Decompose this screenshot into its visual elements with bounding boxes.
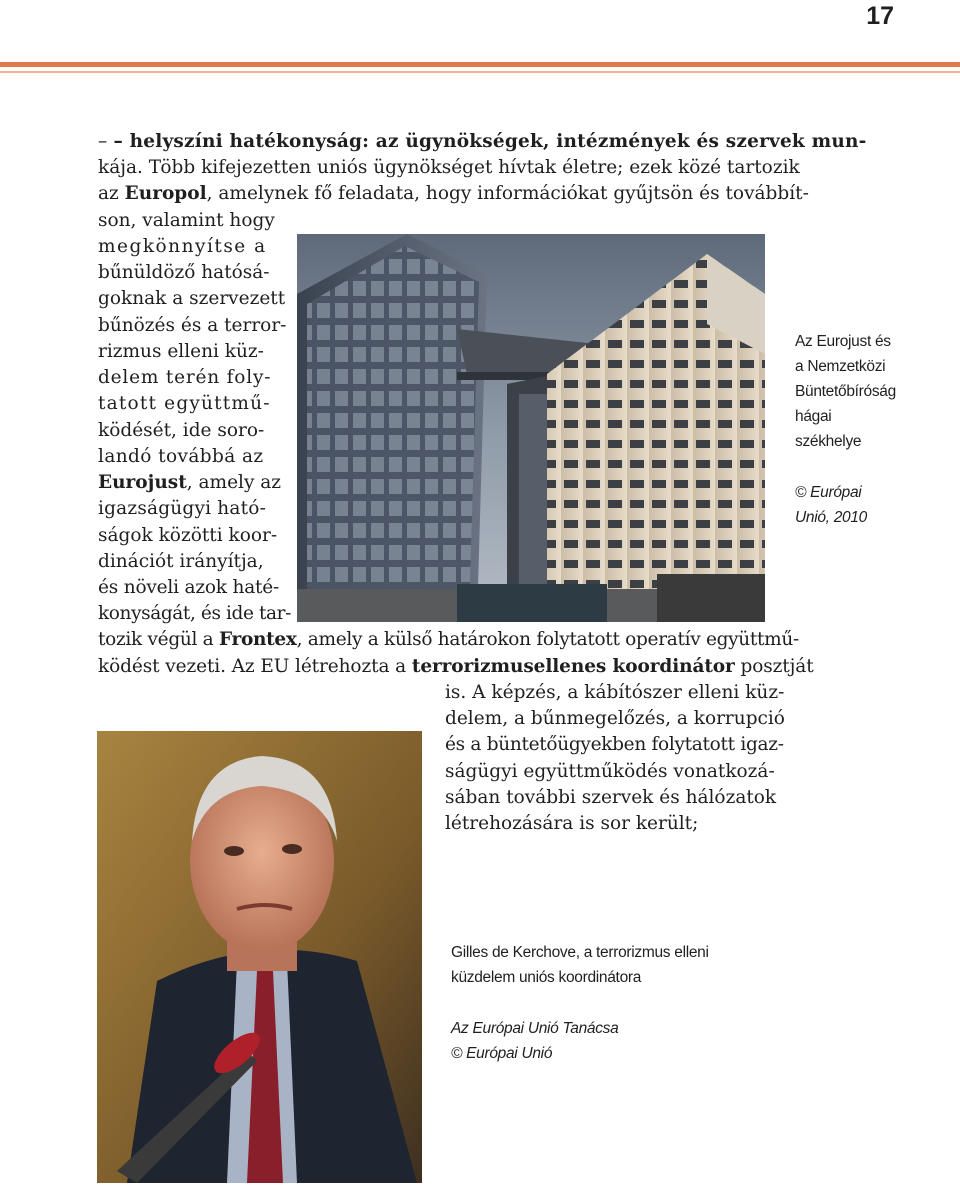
caption-line: hágai (795, 408, 832, 425)
caption-line: Gilles de Kerchove, a terrorizmus elleni (451, 944, 709, 961)
body-line: megkönnyítse a (98, 236, 267, 257)
credit-line: Unió, 2010 (795, 509, 867, 526)
page-number: 17 (866, 2, 894, 30)
body-line: létrehozására is sor került; (445, 813, 699, 834)
caption-line: Az Eurojust és (795, 333, 891, 350)
body-line: ságügyi együttműködés vonatkozá- (445, 761, 775, 782)
building-illustration (297, 234, 765, 622)
header-divider (0, 62, 960, 67)
body-line: bűnüldöző hatósá- (98, 262, 270, 283)
body-line: és növeli azok haté- (98, 577, 280, 598)
body-line: kája. Több kifejezetten uniós ügynökséget hívtak életre; ezek közé tartozik (98, 157, 800, 178)
caption-line: székhelye (795, 433, 862, 450)
body-line: bűnözés és a terror- (98, 315, 287, 336)
body-line: – – helyszíni hatékonyság: az ügynökségek, intézmények és szervek mun- (98, 131, 867, 152)
caption-line: a Nemzetközi (795, 358, 886, 375)
body-line: delem, a bűnmegelőzés, a korrupció (445, 708, 785, 729)
portrait-caption (451, 940, 709, 990)
body-line: son, valamint hogy (98, 210, 275, 231)
body-line: dinációt irányítja, (98, 551, 264, 572)
portrait-credit (451, 1016, 618, 1066)
body-line: és a büntetőügyekben folytatott igaz- (445, 734, 784, 755)
credit-line: Az Európai Unió Tanácsa (451, 1020, 619, 1037)
body-line: konyságát, és ide tar- (98, 603, 291, 624)
credit-line: © Európai (795, 484, 862, 501)
body-line: ködését, ide soro- (98, 420, 265, 441)
credit-line: © Európai Unió (451, 1045, 553, 1062)
body-line: Eurojust, amely az (98, 472, 282, 493)
portrait-photo (97, 731, 422, 1183)
body-line: igazságügyi ható- (98, 498, 267, 519)
body-line: goknak a szervezett (98, 288, 286, 309)
body-line: ságok közötti koor- (98, 525, 278, 546)
building-caption (795, 329, 896, 454)
body-line: ködést vezeti. Az EU létrehozta a terrorizmusellenes koordinátor posztját (98, 656, 814, 677)
caption-line: Büntetőbíróság (795, 383, 896, 400)
body-line: az Europol, amelynek fő feladata, hogy információkat gyűjtsön és továbbít- (98, 183, 809, 204)
portrait-illustration (97, 731, 422, 1183)
body-line: sában további szervek és hálózatok (445, 787, 777, 808)
body-line: is. A képzés, a kábítószer elleni küz- (445, 682, 785, 703)
body-line: tozik végül a Frontex, amely a külső határokon folytatott operatív együttmű- (98, 629, 799, 650)
header-divider-thin (0, 71, 960, 73)
body-line: rizmus elleni küz- (98, 341, 264, 362)
caption-line: küzdelem uniós koordinátora (451, 969, 642, 986)
body-line: landó továbbá az (98, 446, 264, 467)
page-header (0, 0, 960, 62)
body-line: tatott együttmű- (98, 393, 271, 414)
body-line: delem terén foly- (98, 367, 272, 388)
building-photo (297, 234, 765, 622)
building-credit (795, 480, 867, 530)
